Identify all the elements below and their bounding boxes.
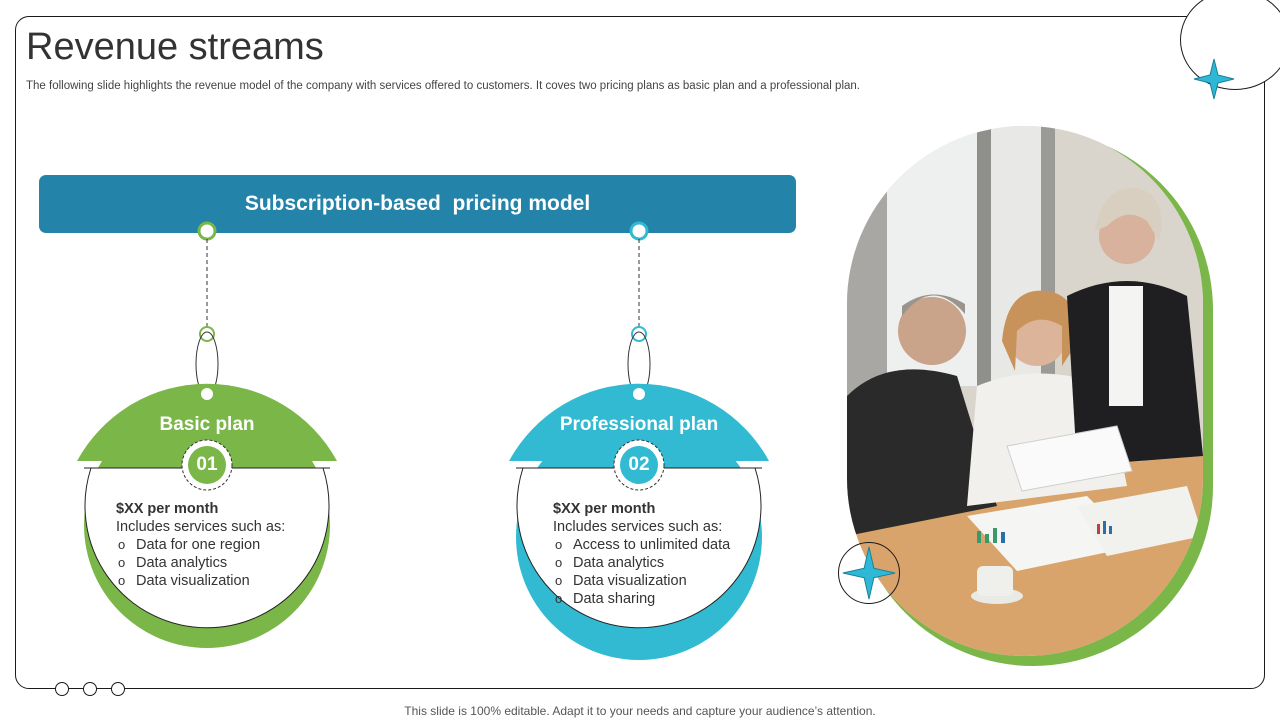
corner-star-icon xyxy=(1193,58,1235,100)
office-meeting-photo xyxy=(847,126,1213,666)
list-item: o Data visualization xyxy=(553,572,753,590)
star-badge-icon xyxy=(838,542,900,604)
basic-plan-number: 01 xyxy=(196,454,218,475)
list-item: o Access to unlimited data xyxy=(553,536,753,554)
professional-plan-intro: Includes services such as: xyxy=(553,519,723,535)
list-item: o Data analytics xyxy=(553,554,753,572)
professional-plan-features xyxy=(553,536,753,608)
footer-note: This slide is 100% editable. Adapt it to your needs and capture your audience’s attention. xyxy=(404,704,876,718)
list-item: o Data analytics xyxy=(116,554,316,572)
banner-label: Subscription-based pricing model xyxy=(244,192,591,215)
professional-plan-title: Professional plan xyxy=(559,414,719,435)
dot-icon xyxy=(111,682,125,696)
dot-icon xyxy=(55,682,69,696)
list-item: o Data sharing xyxy=(553,590,753,608)
photo-image xyxy=(847,126,1203,656)
professional-plan-price: $XX per month xyxy=(553,501,656,517)
list-item: o Data visualization xyxy=(116,572,316,590)
basic-plan-intro: Includes services such as: xyxy=(116,519,286,535)
pro-connector-bottom-dot xyxy=(632,387,646,401)
basic-plan-features xyxy=(116,536,316,590)
basic-connector-mid-dot xyxy=(200,327,214,341)
basic-plan-details xyxy=(116,500,316,590)
pro-connector-mid-dot xyxy=(632,327,646,341)
basic-connector-bottom-dot xyxy=(200,387,214,401)
basic-plan-price: $XX per month xyxy=(116,501,219,517)
professional-plan-details xyxy=(553,500,753,608)
pagination-dots xyxy=(55,682,125,696)
pro-connector-top-dot xyxy=(631,223,647,239)
basic-connector-top-dot xyxy=(199,223,215,239)
page-subtitle: The following slide highlights the revenue model of the company with services offered to customers. It coves two pricing plans as basic plan and a professional plan. xyxy=(26,80,860,92)
basic-plan-title: Basic plan xyxy=(159,414,255,435)
page-title: Revenue streams xyxy=(26,26,324,68)
list-item: o Data for one region xyxy=(116,536,316,554)
dot-icon xyxy=(83,682,97,696)
professional-plan-number: 02 xyxy=(628,454,650,475)
